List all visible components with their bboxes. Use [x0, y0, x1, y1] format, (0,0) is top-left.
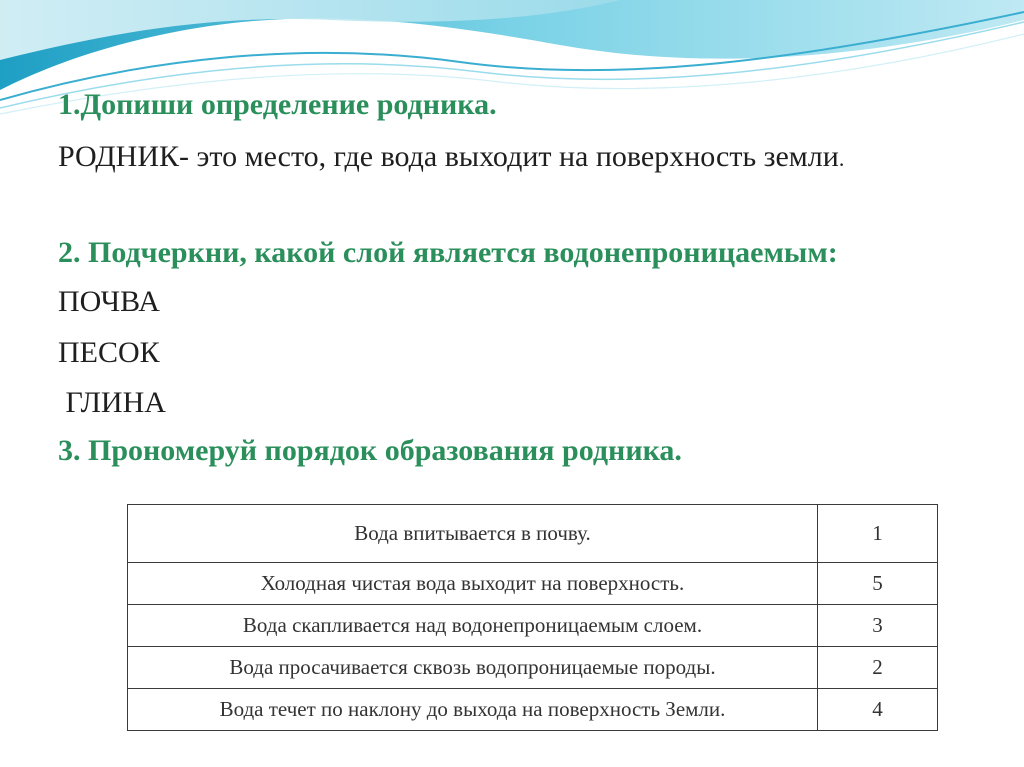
- option-clay: ГЛИНА: [58, 386, 166, 419]
- table-row: [128, 689, 938, 731]
- question-1-answer: [58, 140, 844, 174]
- step-number: 4: [818, 689, 938, 731]
- table-row: [128, 605, 938, 647]
- table-row: [128, 563, 938, 605]
- table-row: [128, 647, 938, 689]
- question-2-title: 2. Подчеркни, какой слой является водонепроницаемым:: [58, 236, 838, 269]
- step-number: 3: [818, 605, 938, 647]
- question-1-title: 1.Допиши определение родника.: [58, 88, 497, 121]
- table-row: [128, 505, 938, 563]
- step-text: Холодная чистая вода выходит на поверхность.: [128, 563, 818, 605]
- order-table: [127, 504, 938, 731]
- question-3-title: 3. Прономеруй порядок образования родника.: [58, 434, 682, 467]
- answer-period: .: [838, 146, 845, 171]
- answer-text: РОДНИК- это место, где вода выходит на поверхность земли: [58, 140, 839, 173]
- option-sand: ПЕСОК: [58, 336, 160, 369]
- step-number: 1: [818, 505, 938, 563]
- step-number: 5: [818, 563, 938, 605]
- step-number: 2: [818, 647, 938, 689]
- step-text: Вода просачивается сквозь водопроницаемые породы.: [128, 647, 818, 689]
- step-text: Вода скапливается над водонепроницаемым слоем.: [128, 605, 818, 647]
- step-text: Вода впитывается в почву.: [128, 505, 818, 563]
- option-soil: ПОЧВА: [58, 285, 160, 318]
- step-text: Вода течет по наклону до выхода на поверхность Земли.: [128, 689, 818, 731]
